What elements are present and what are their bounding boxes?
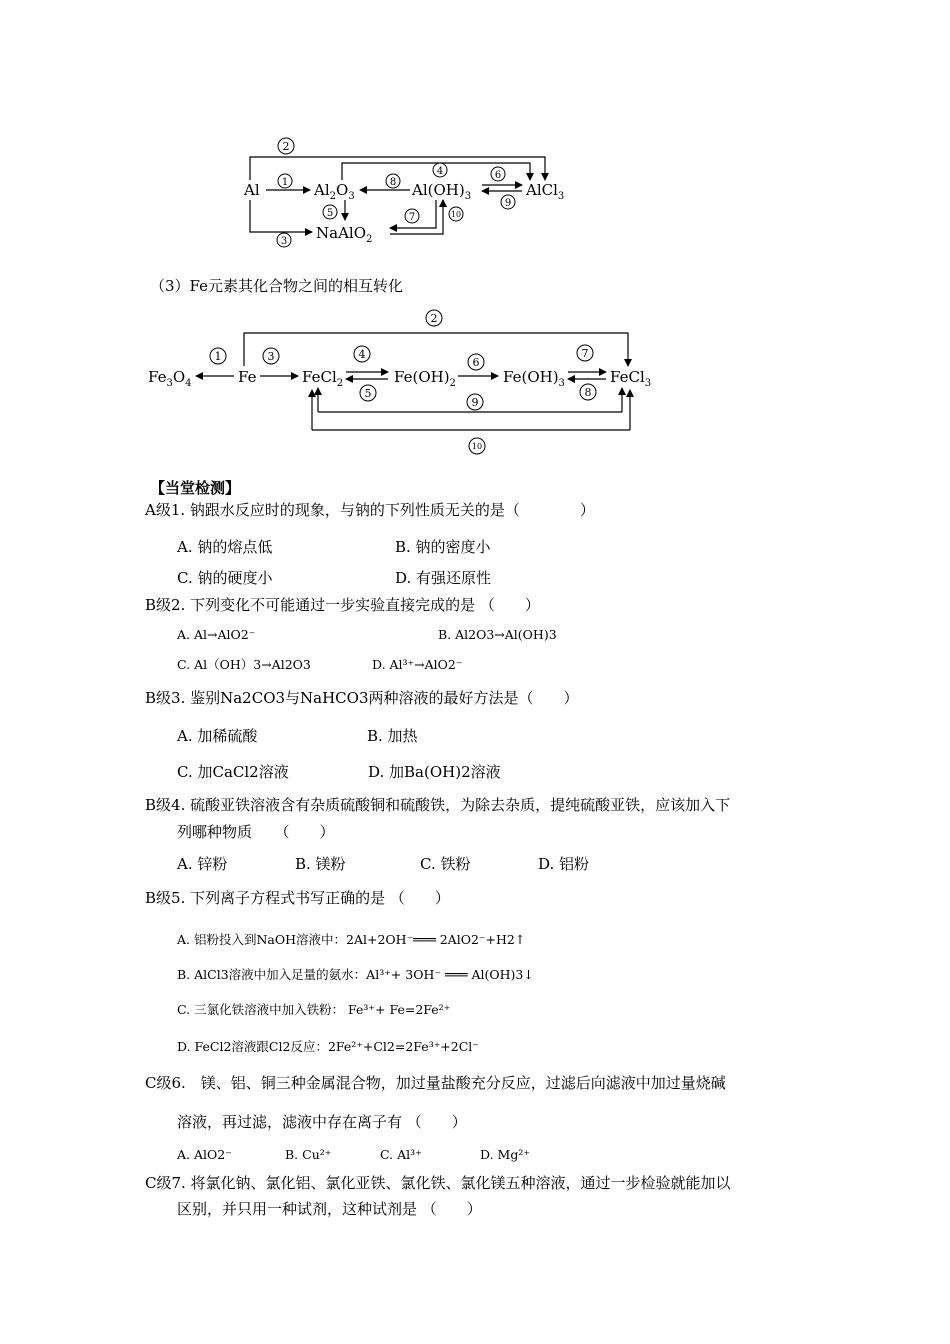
fe-step-5: 5 xyxy=(364,387,372,400)
q1-option-d: D. 有强还原性 xyxy=(395,569,492,587)
q6-option-b: B. Cu²⁺ xyxy=(285,1147,332,1162)
step-6: 6 xyxy=(494,170,502,181)
node-fe3o4: $Fe_3O_4$ xyxy=(148,368,192,389)
fe-step-4: 4 xyxy=(358,348,366,361)
q1-option-c: C. 钠的硬度小 xyxy=(177,569,273,587)
step-4: 4 xyxy=(436,166,444,177)
fe-step-2: 2 xyxy=(430,312,438,325)
section-fe-title: （3）Fe元素其化合物之间的相互转化 xyxy=(150,277,404,295)
q3-option-d: D. 加Ba(OH)2溶液 xyxy=(368,763,501,781)
q4-stem-line2: 列哪种物质 （ ） xyxy=(177,823,335,841)
q5-option-d: D. FeCl2溶液跟Cl2反应：2Fe²⁺+Cl2=2Fe³⁺+2Cl⁻ xyxy=(177,1039,479,1054)
q5-option-b: B. AlCl3溶液中加入足量的氨水：Al³⁺+ 3OH⁻ ═══ Al(OH)3↓ xyxy=(177,967,534,982)
node-fe: Fe xyxy=(238,368,257,386)
q3-option-b: B. 加热 xyxy=(367,727,418,745)
q4-option-d: D. 铝粉 xyxy=(538,855,590,873)
q2-option-c: C. Al（OH）3→Al2O3 xyxy=(177,657,311,672)
node-fecl3: FeCl$_3$ xyxy=(610,368,652,389)
fe-conversion-diagram xyxy=(0,0,950,470)
q5-option-a: A. 铝粉投入到NaOH溶液中：2Al+2OH⁻═══ 2AlO2⁻+H2↑ xyxy=(177,932,526,947)
fe-step-7: 7 xyxy=(581,347,589,360)
q5-option-c: C. 三氯化铁溶液中加入铁粉： Fe³⁺+ Fe=2Fe²⁺ xyxy=(177,1002,451,1017)
check-heading: 【当堂检测】 xyxy=(150,479,241,497)
step-7: 7 xyxy=(408,212,416,223)
step-8: 8 xyxy=(389,177,397,188)
q2-option-b: B. Al2O3→Al(OH)3 xyxy=(438,627,557,642)
q2-option-a: A. Al→AlO2⁻ xyxy=(177,627,256,642)
fe-step-6: 6 xyxy=(472,356,480,369)
node-aloh3: $Al(OH)_3$ xyxy=(412,181,472,202)
q6-option-a: A. AlO2⁻ xyxy=(177,1147,232,1162)
fe-step-3: 3 xyxy=(267,350,275,363)
q7-stem-line2: 区别，并只用一种试剂，这种试剂是 （ ） xyxy=(177,1200,482,1218)
q6-option-c: C. Al³⁺ xyxy=(380,1147,422,1162)
q4-stem-line1: B级4. 硫酸亚铁溶液含有杂质硫酸铜和硫酸铁，为除去杂质，提纯硫酸亚铁，应该加入下 xyxy=(145,796,731,814)
q6-stem-line1: C级6. 镁、铝、铜三种金属混合物，加过量盐酸充分反应，过滤后向滤液中加过量烧碱 xyxy=(145,1074,726,1092)
q6-stem-line2: 溶液，再过滤，滤液中存在离子有 （ ） xyxy=(177,1113,467,1131)
q4-option-a: A. 锌粉 xyxy=(177,855,228,873)
q1-option-a: A. 钠的熔点低 xyxy=(177,538,273,556)
node-naalo2: NaAlO$_2$ xyxy=(316,224,373,245)
q6-option-d: D. Mg²⁺ xyxy=(480,1147,530,1162)
q3-option-a: A. 加稀硫酸 xyxy=(177,727,258,745)
q3-stem: B级3. 鉴别Na2CO3与NaHCO3两种溶液的最好方法是（ ） xyxy=(145,689,579,707)
step-1: 1 xyxy=(281,177,289,188)
node-al2o3: $Al_2O_3$ xyxy=(314,181,355,202)
q3-option-c: C. 加CaCl2溶液 xyxy=(177,763,289,781)
q5-stem: B级5. 下列离子方程式书写正确的是 （ ） xyxy=(145,889,450,907)
q1-stem: A级1. 钠跟水反应时的现象，与钠的下列性质无关的是（ ） xyxy=(145,501,595,519)
fe-step-9: 9 xyxy=(471,396,479,409)
q4-option-b: B. 镁粉 xyxy=(295,855,346,873)
node-feoh2: $Fe(OH)_2$ xyxy=(394,368,456,389)
q1-option-b: B. 钠的密度小 xyxy=(395,538,491,556)
q2-stem: B级2. 下列变化不可能通过一步实验直接完成的是 （ ） xyxy=(145,596,540,614)
q7-stem-line1: C级7. 将氯化钠、氯化铝、氯化亚铁、氯化铁、氯化镁五种溶液，通过一步检验就能加以 xyxy=(145,1174,731,1192)
step-5: 5 xyxy=(326,208,334,219)
step-9: 9 xyxy=(504,198,512,209)
step-10: 10 xyxy=(450,210,462,219)
step-3: 3 xyxy=(280,236,288,247)
q2-option-d: D. Al³⁺→AlO2⁻ xyxy=(372,657,463,672)
node-alcl3: AlCl$_3$ xyxy=(526,181,565,202)
fe-step-8: 8 xyxy=(584,386,592,399)
q4-option-c: C. 铁粉 xyxy=(420,855,471,873)
node-feoh3: $Fe(OH)_3$ xyxy=(503,368,565,389)
node-al: Al xyxy=(244,181,260,199)
node-fecl2: FeCl$_2$ xyxy=(302,368,344,389)
step-2: 2 xyxy=(282,140,290,153)
fe-step-10: 10 xyxy=(471,442,483,451)
fe-step-1: 1 xyxy=(214,350,222,363)
